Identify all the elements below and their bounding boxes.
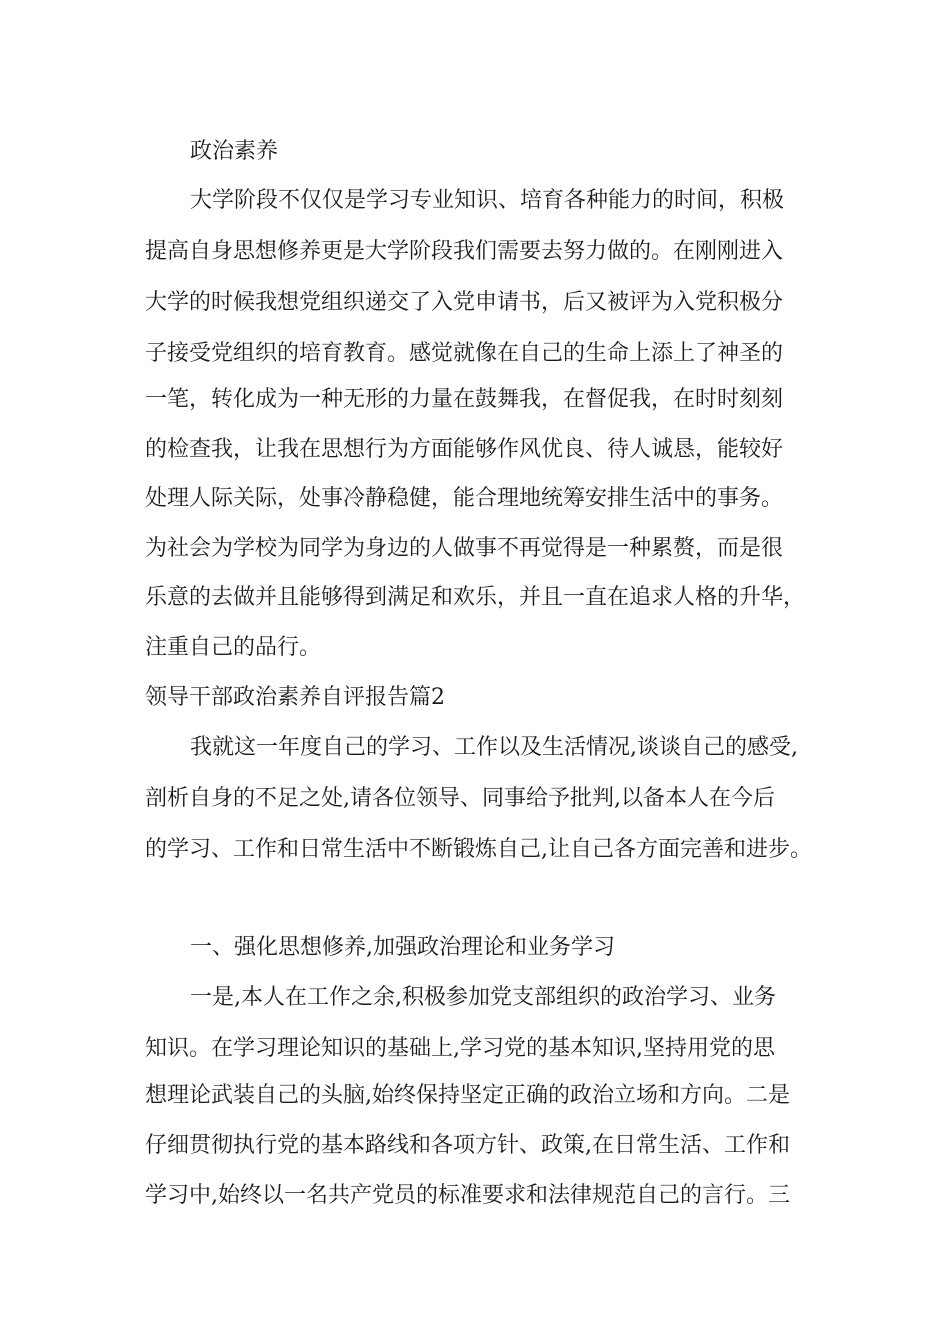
paragraph-1-line-5: 一笔，转化成为一种无形的力量在鼓舞我，在督促我，在时时刻刻: [145, 387, 784, 412]
paragraph-1-line-6: 的检查我，让我在思想行为方面能够作风优良、待人诚恳，能较好: [145, 437, 784, 462]
paragraph-1-line-10: 注重自己的品行。: [145, 635, 322, 660]
paragraph-1-line-2: 提高自身思想修养更是大学阶段我们需要去努力做的。在刚刚进入: [145, 239, 784, 264]
paragraph-2-line-2: 剖析自身的不足之处,请各位领导、同事给予批判,以备本人在今后: [145, 786, 775, 811]
paragraph-3-line-1: 一是,本人在工作之余,积极参加党支部组织的政治学习、业务: [190, 985, 776, 1010]
paragraph-3-line-3: 想理论武装自己的头脑,始终保持坚定正确的政治立场和方向。二是: [145, 1083, 790, 1108]
paragraph-1-line-7: 处理人际关际，处事冷静稳健，能合理地统筹安排生活中的事务。: [145, 486, 784, 511]
paragraph-1-line-1: 大学阶段不仅仅是学习专业知识、培育各种能力的时间，积极: [190, 188, 785, 213]
paragraph-1-line-8: 为社会为学校为同学为身边的人做事不再觉得是一种累赘，而是很: [145, 536, 784, 561]
subheading-1: 一、强化思想修养,加强政治理论和业务学习: [190, 935, 615, 960]
section-title: 领导干部政治素养自评报告篇2: [145, 685, 445, 710]
section-heading-political: 政治素养: [190, 139, 279, 164]
paragraph-2-line-1: 我就这一年度自己的学习、工作以及生活情况,谈谈自己的感受,: [190, 735, 798, 760]
paragraph-1-line-4: 子接受党组织的培育教育。感觉就像在自己的生命上添上了神圣的: [145, 341, 784, 366]
paragraph-2-line-3: 的学习、工作和日常生活中不断锻炼自己,让自己各方面完善和进步。: [145, 837, 812, 862]
paragraph-3-line-2: 知识。在学习理论知识的基础上,学习党的基本知识,坚持用党的思: [145, 1036, 775, 1061]
paragraph-1-line-3: 大学的时候我想党组织递交了入党申请书，后又被评为入党积极分: [145, 290, 784, 315]
paragraph-3-line-4: 仔细贯彻执行党的基本路线和各项方针、政策,在日常生活、工作和: [145, 1133, 790, 1158]
paragraph-3-line-5: 学习中,始终以一名共产党员的标准要求和法律规范自己的言行。三: [145, 1183, 790, 1208]
paragraph-1-line-9: 乐意的去做并且能够得到满足和欢乐，并且一直在追求人格的升华，: [145, 585, 806, 610]
